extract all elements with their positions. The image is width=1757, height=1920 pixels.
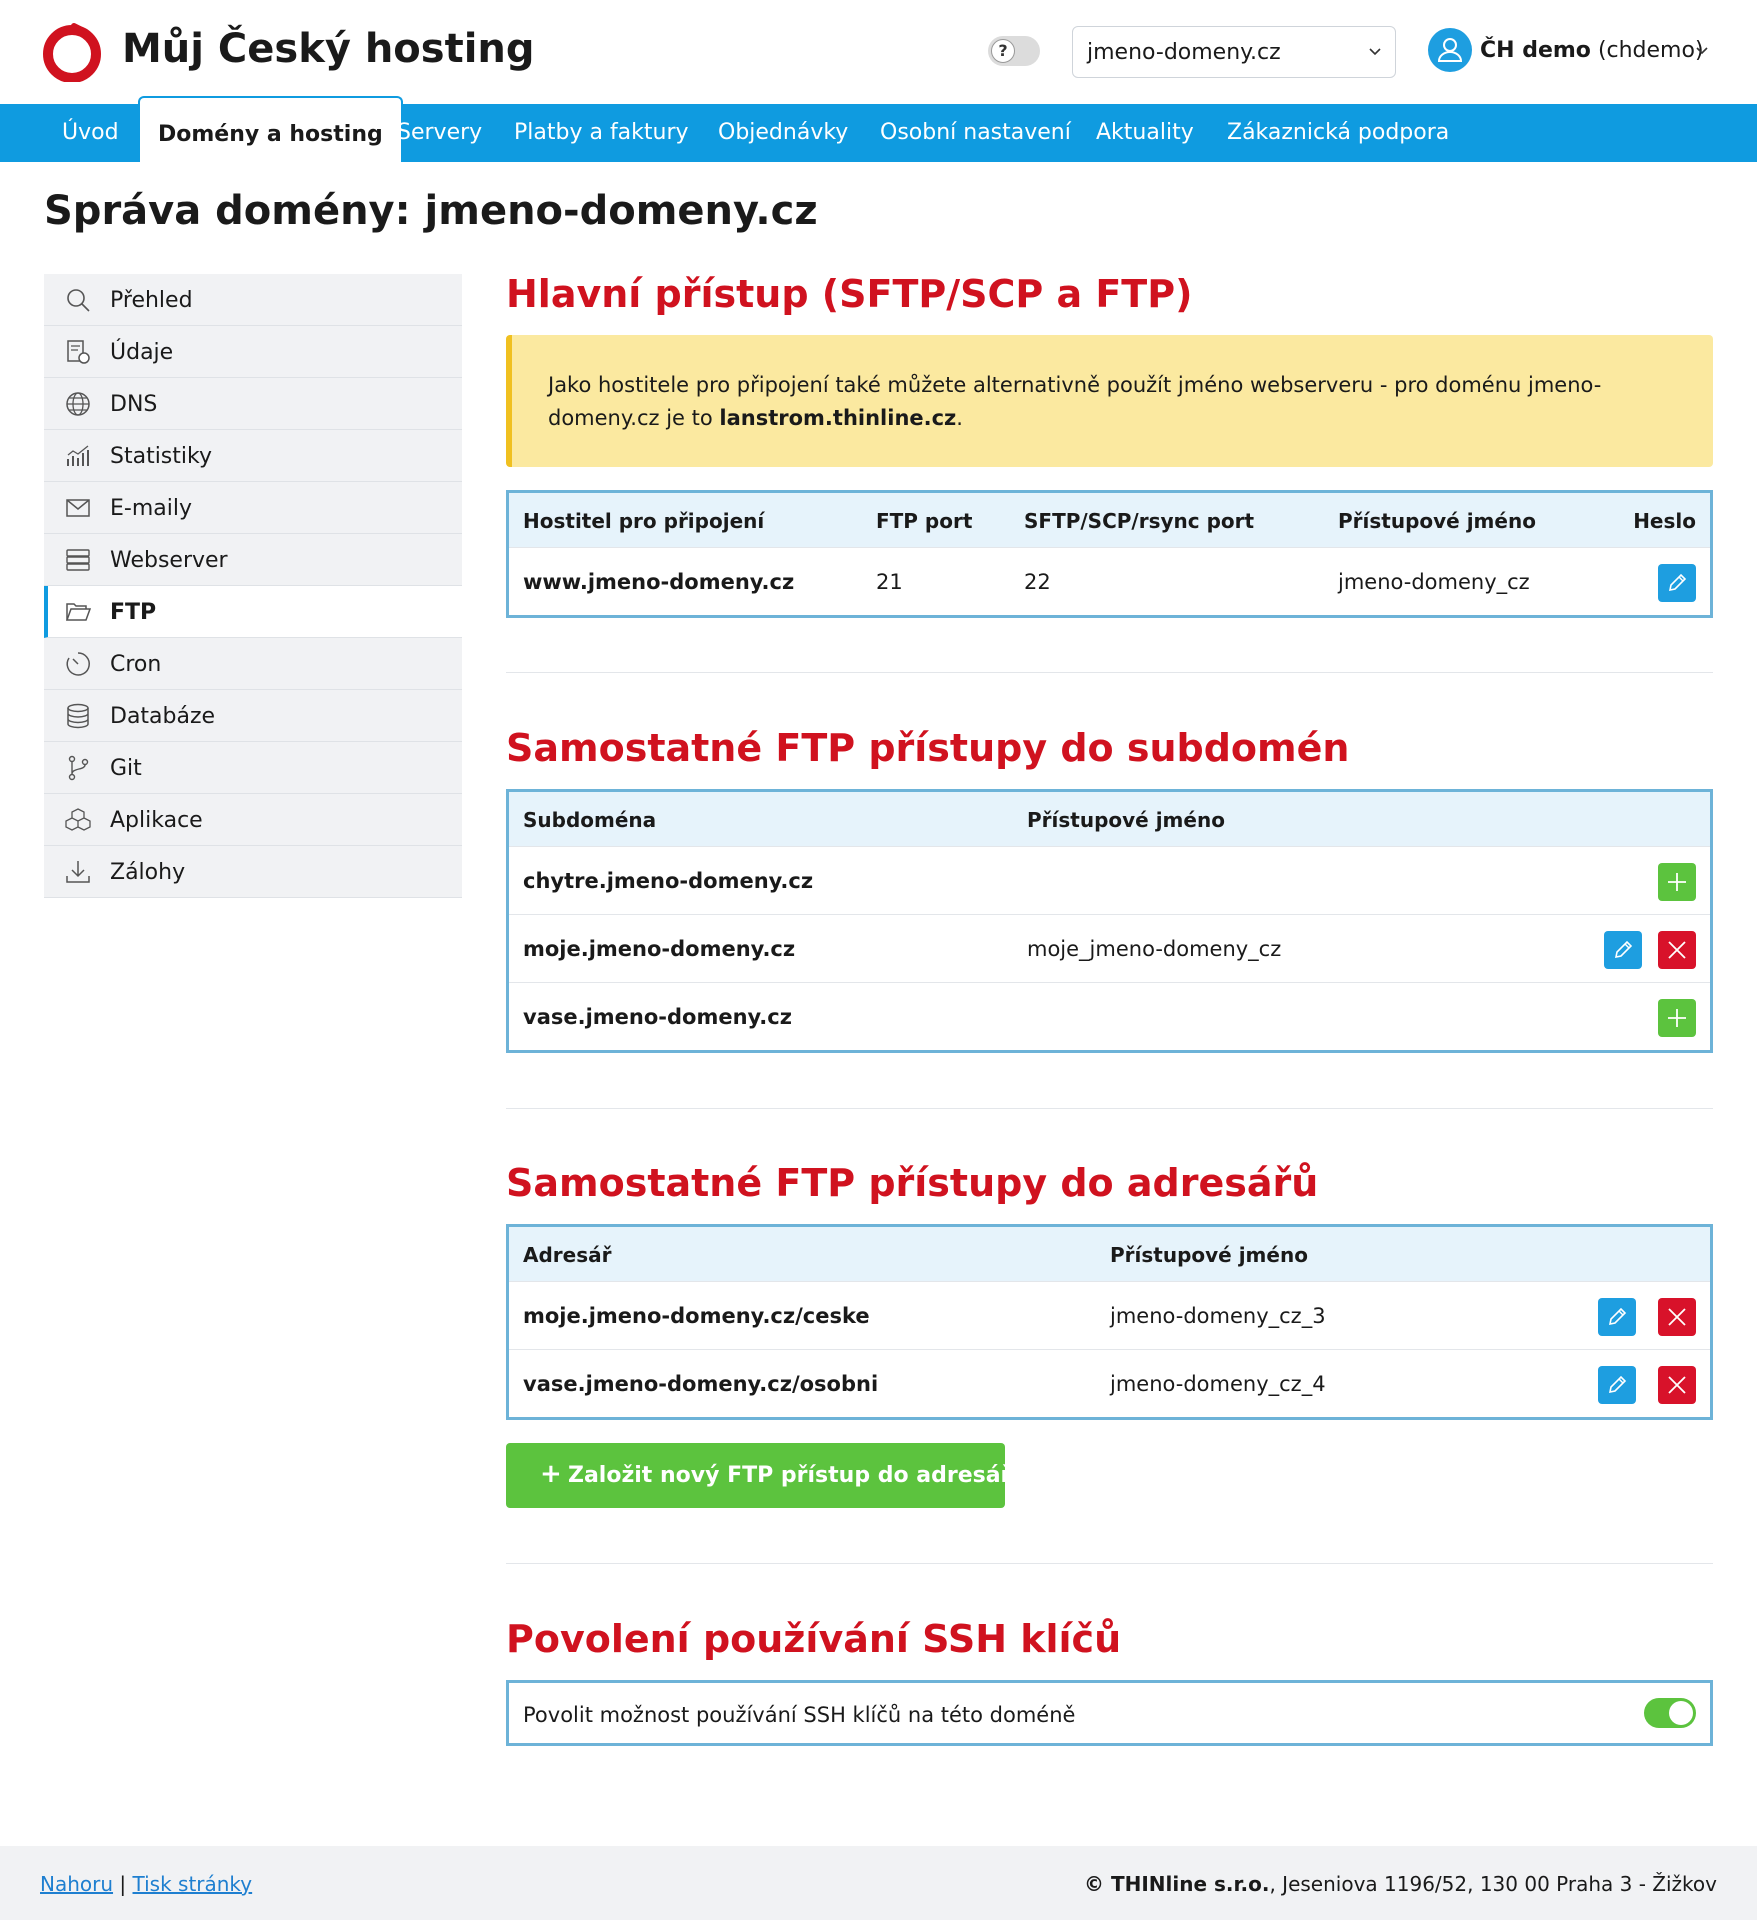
sidebar-item-dns[interactable]: DNS [44,378,462,430]
footer [0,1846,1757,1920]
col-login: Přístupové jméno [1338,509,1536,533]
table-header [509,1227,1710,1281]
back-to-top-link[interactable]: Nahoru [40,1872,114,1896]
subdomain-name: moje.jmeno-domeny.cz [523,937,796,961]
directory-login: jmeno-domeny_cz_4 [1110,1372,1326,1396]
chevron-down-icon [1367,43,1383,59]
ssh-setting [506,1680,1713,1746]
user-menu[interactable] [1428,28,1718,74]
help-icon: ? [991,39,1015,63]
delete-button[interactable] [1658,1366,1696,1404]
subdomain-name: chytre.jmeno-domeny.cz [523,869,814,893]
plus-icon: + [540,1459,562,1489]
user-name: ČH demo (chdemo) [1480,38,1704,63]
subdomain-name: vase.jmeno-domeny.cz [523,1005,792,1029]
tab-objednavky[interactable]: Objednávky [718,120,849,145]
header [0,0,1757,104]
pencil-icon [1665,571,1689,595]
ftp-port-value: 21 [876,570,903,594]
ssh-heading: Povolení používání SSH klíčů [506,1617,1122,1661]
table-row [509,1349,1710,1417]
timer-icon [64,650,92,678]
tab-platby-a-faktury[interactable]: Platby a faktury [514,120,689,145]
database-icon [64,702,92,730]
directory-name: moje.jmeno-domeny.cz/ceske [523,1304,870,1328]
git-branch-icon [64,754,92,782]
add-button[interactable] [1658,863,1696,901]
server-icon [64,546,92,574]
search-icon [64,286,92,314]
col-directory: Adresář [523,1243,612,1267]
edit-button[interactable] [1604,931,1642,969]
sidebar-item-statistiky[interactable]: Statistiky [44,430,462,482]
plus-icon [1665,870,1689,894]
ssh-label: Povolit možnost používání SSH klíčů na této doméně [523,1703,1076,1727]
domain-select[interactable] [1072,26,1396,78]
sidebar-item-git[interactable]: Git [44,742,462,794]
sidebar-item-databaze[interactable]: Databáze [44,690,462,742]
download-icon [64,858,92,886]
print-page-link[interactable]: Tisk stránky [132,1872,253,1896]
tab-servery[interactable]: Servery [397,120,483,145]
delete-button[interactable] [1658,931,1696,969]
col-sftp-port: SFTP/SCP/rsync port [1024,509,1255,533]
ssh-toggle[interactable] [1644,1698,1696,1728]
divider [506,1563,1713,1564]
tab-aktuality[interactable]: Aktuality [1096,120,1194,145]
delete-button[interactable] [1658,1298,1696,1336]
table-row [509,914,1710,982]
footer-separator: | [119,1872,127,1896]
col-password: Heslo [1633,509,1696,533]
close-icon [1665,1373,1689,1397]
main-access-table [506,490,1713,618]
table-row [509,846,1710,914]
button-label: Založit nový FTP přístup do adresáře [568,1463,1027,1488]
directories-heading: Samostatné FTP přístupy do adresářů [506,1161,1319,1205]
sidebar-item-udaje[interactable]: Údaje [44,326,462,378]
user-avatar-icon [1428,28,1472,72]
directories-table [506,1224,1713,1420]
pencil-icon [1605,1305,1629,1329]
tab-zakaznicka-podpora[interactable]: Zákaznická podpora [1227,120,1450,145]
col-login: Přístupové jméno [1110,1243,1308,1267]
document-info-icon [64,338,92,366]
close-icon [1665,938,1689,962]
sidebar-item-aplikace[interactable]: Aplikace [44,794,462,846]
directory-name: vase.jmeno-domeny.cz/osobni [523,1372,879,1396]
edit-button[interactable] [1598,1298,1636,1336]
add-button[interactable] [1658,999,1696,1037]
col-host: Hostitel pro připojení [523,509,765,533]
globe-icon [64,390,92,418]
boxes-icon [64,806,92,834]
col-ftp-port: FTP port [876,509,973,533]
edit-button[interactable] [1598,1366,1636,1404]
domain-select-value: jmeno-domeny.cz [1087,40,1281,65]
subdomain-login: moje_jmeno-domeny_cz [1027,937,1282,961]
page-title: Správa domény: jmeno-domeny.cz [44,188,818,234]
folder-open-icon [64,598,92,626]
sidebar-item-webserver[interactable]: Webserver [44,534,462,586]
toggle-knob [1669,1701,1693,1725]
table-row [509,1281,1710,1349]
sidebar-item-zalohy[interactable]: Zálohy [44,846,462,898]
new-directory-access-button[interactable] [506,1443,1027,1508]
chevron-down-icon [1694,42,1710,58]
tab-uvod[interactable]: Úvod [62,120,119,145]
alert-text: Jako hostitele pro připojení také můžete alternativně použít jméno webserveru - pro doménu jmeno-domeny.cz je to lanstrom.thinline.cz. [548,373,1602,430]
subdomains-table [506,789,1713,1053]
plus-icon [1665,1006,1689,1030]
table-header [509,493,1710,547]
envelope-icon [64,494,92,522]
edit-password-button[interactable] [1658,564,1696,602]
divider [506,672,1713,673]
logo-icon[interactable] [42,22,102,82]
tab-osobni-nastaveni[interactable]: Osobní nastavení [880,120,1071,145]
footer-links [40,1872,252,1896]
help-toggle[interactable] [988,36,1040,66]
col-login: Přístupové jméno [1027,808,1225,832]
tab-domeny-a-hosting[interactable]: Domény a hosting [138,96,403,162]
host-value: www.jmeno-domeny.cz [523,570,795,594]
sftp-port-value: 22 [1024,570,1051,594]
directory-login: jmeno-domeny_cz_3 [1110,1304,1326,1328]
close-icon [1665,1305,1689,1329]
login-value: jmeno-domeny_cz [1338,570,1530,594]
sidebar-item-e-maily[interactable]: E-maily [44,482,462,534]
chart-icon [64,442,92,470]
app-title[interactable]: Můj Český hosting [122,26,535,72]
col-subdomain: Subdoména [523,808,657,832]
main-access-heading: Hlavní přístup (SFTP/SCP a FTP) [506,272,1193,316]
pencil-icon [1611,938,1635,962]
table-header [509,792,1710,846]
info-alert [506,335,1713,467]
sidebar-item-ftp[interactable]: FTP [44,586,462,638]
main-nav [0,104,1757,162]
subdomains-heading: Samostatné FTP přístupy do subdomén [506,726,1350,770]
table-row [509,547,1710,615]
divider [506,1108,1713,1109]
pencil-icon [1605,1373,1629,1397]
sidebar-item-prehled[interactable]: Přehled [44,274,462,326]
table-row [509,982,1710,1050]
sidebar [44,274,462,898]
footer-copyright: © THINline s.r.o., Jeseniova 1196/52, 130 00 Praha 3 - Žižkov [1084,1872,1717,1896]
sidebar-item-cron[interactable]: Cron [44,638,462,690]
